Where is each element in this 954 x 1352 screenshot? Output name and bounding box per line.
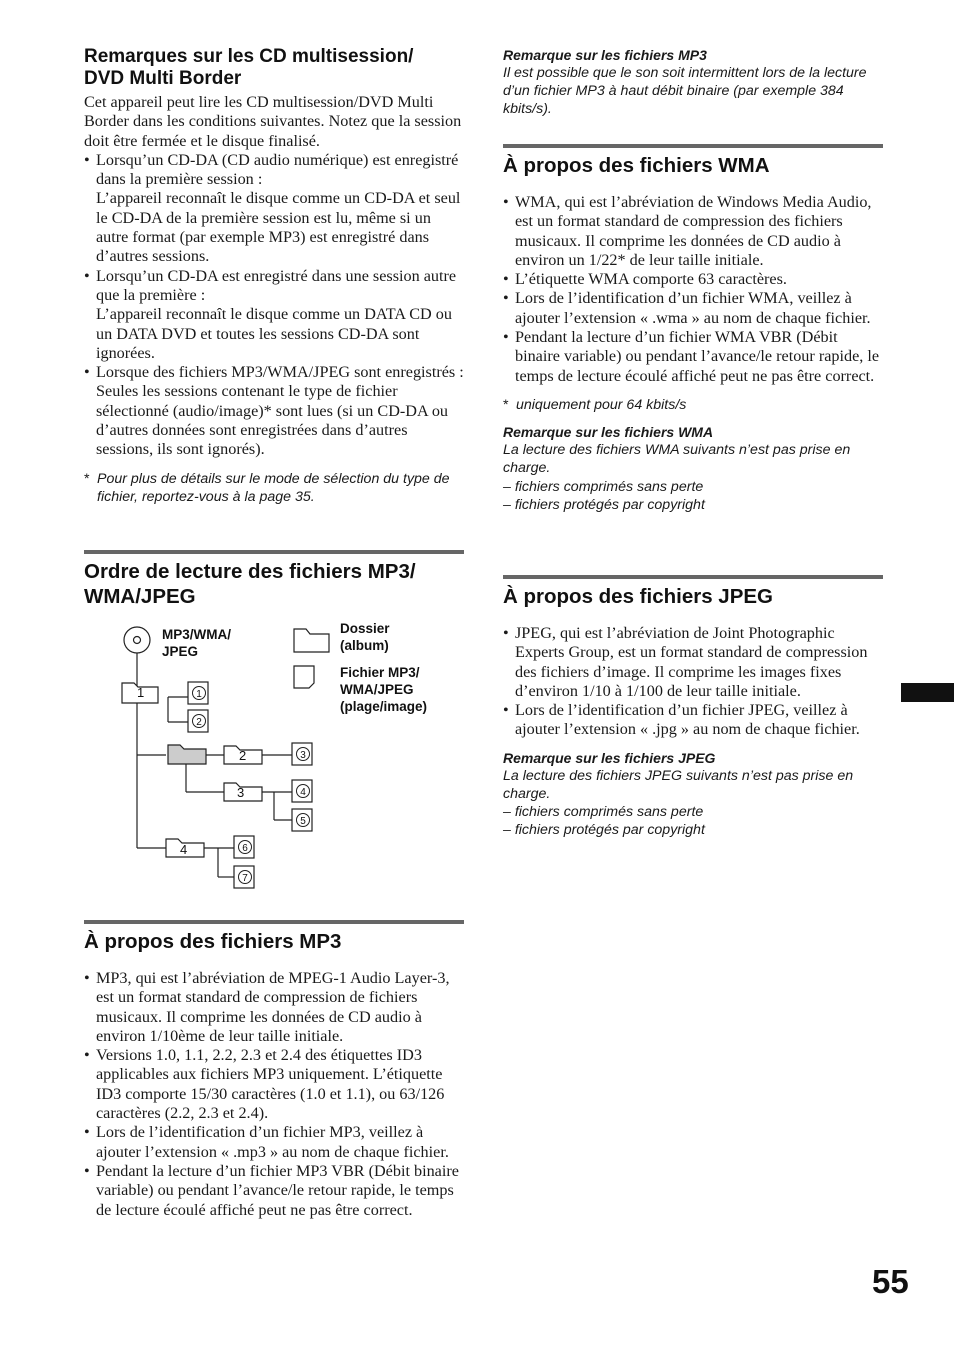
order-title: Ordre de lecture des fichiers MP3/ WMA/JPEG bbox=[84, 550, 464, 609]
svg-text:2: 2 bbox=[239, 748, 247, 763]
multisession-footnote: * Pour plus de détails sur le mode de sélection du type de fichier, reportez-vous à la page 35. bbox=[84, 470, 450, 505]
file-icon bbox=[234, 866, 254, 888]
multisession-section bbox=[84, 46, 464, 506]
multisession-intro: Cet appareil peut lire les CD multisession/DVD Multi Border dans les conditions suivantes. Notez que la session doit être fermée et le disque finalisé. bbox=[84, 93, 462, 150]
list-item: • Lorsque des fichiers MP3/WMA/JPEG sont enregistrés : Seules les sessions contenant le type de fichier sélectionné (audio/image)* sont lues (si un CD-DA ou d’autres données sont enregistrées dans d’autres sessions, ils sont ignorés). bbox=[84, 363, 464, 459]
wma-note-item: – fichiers comprimés sans perte bbox=[503, 478, 704, 495]
file-icon bbox=[292, 743, 312, 765]
svg-text:2: 2 bbox=[196, 717, 202, 728]
wma-title: À propos des fichiers WMA bbox=[503, 144, 883, 178]
wma-note-title: Remarque sur les fichiers WMA bbox=[503, 424, 714, 441]
file-icon bbox=[188, 710, 208, 732]
list-item: • Versions 1.0, 1.1, 2.2, 2.3 et 2.4 des étiquettes ID3 applicables aux fichiers MP3 uniquement. L’étiquette ID3 comporte 15/30 caractères (1.0 et 1.1), ou 63/126 caractères (2.2, 2.3 et 2.4). bbox=[84, 1046, 464, 1123]
list-item: • JPEG, qui est l’abréviation de Joint Photographic Experts Group, est un format standard de compression des fichiers d’image. Il comprime les images fixes d’environ 1/10 à 1/100 de leur taille initiale. bbox=[503, 624, 883, 701]
folder-icon bbox=[224, 746, 262, 764]
disc-label: MP3/WMA/ bbox=[162, 627, 231, 642]
list-item: • L’étiquette WMA comporte 63 caractères. bbox=[503, 270, 883, 289]
mp3-list bbox=[84, 969, 464, 1220]
svg-text:(album): (album) bbox=[340, 638, 389, 653]
svg-text:5: 5 bbox=[300, 816, 306, 827]
order-section bbox=[84, 550, 464, 609]
file-icon bbox=[292, 809, 312, 831]
svg-text:3: 3 bbox=[300, 750, 306, 761]
page-number: 55 bbox=[872, 1263, 909, 1300]
list-item: • Lors de l’identification d’un fichier JPEG, veillez à ajouter l’extension « .jpg » au nom de chaque fichier. bbox=[503, 701, 883, 740]
list-item: • Lorsqu’un CD-DA est enregistré dans une session autre que la première : L’appareil reconnaît le disque comme un DATA CD ou un DATA DVD et toutes les sessions CD-DA sont ignorées. bbox=[84, 267, 464, 363]
folder-icon bbox=[122, 683, 158, 703]
folder-icon bbox=[168, 745, 206, 764]
svg-text:4: 4 bbox=[300, 787, 306, 798]
multisession-list bbox=[84, 151, 464, 460]
svg-text:1: 1 bbox=[137, 685, 145, 700]
wma-note-text: La lecture des fichiers WMA suivants n’est pas prise en charge. bbox=[503, 442, 851, 477]
list-item: • Lors de l’identification d’un fichier WMA, veillez à ajouter l’extension « .wma » au nom de chaque fichier. bbox=[503, 289, 883, 328]
svg-text:Dossier: Dossier bbox=[340, 621, 390, 636]
mp3-note-text: Il est possible que le son soit intermittent lors de la lecture d’un fichier MP3 à haut débit binaire (par exemple 384 kbits/s). bbox=[503, 65, 867, 118]
folder-tree-diagram bbox=[84, 612, 464, 892]
svg-text:WMA/JPEG: WMA/JPEG bbox=[340, 682, 414, 697]
list-item: • WMA, qui est l’abréviation de Windows Media Audio, est un format standard de compression des fichiers musicaux. Il comprime les données de CD audio à environ un 1/22* de leur taille initiale. bbox=[503, 193, 883, 270]
jpeg-title: À propos des fichiers JPEG bbox=[503, 575, 883, 609]
mp3-section bbox=[84, 920, 464, 1220]
svg-text:(plage/image): (plage/image) bbox=[340, 699, 428, 714]
mp3-title: À propos des fichiers MP3 bbox=[84, 920, 464, 954]
disc-icon bbox=[124, 627, 150, 653]
file-icon bbox=[188, 682, 208, 704]
jpeg-note-title: Remarque sur les fichiers JPEG bbox=[503, 749, 716, 766]
folder-icon bbox=[166, 839, 204, 857]
mp3-note-title: Remarque sur les fichiers MP3 bbox=[503, 47, 707, 63]
multisession-title: Remarques sur les CD multisession/ DVD Multi Border bbox=[84, 46, 414, 89]
wma-section bbox=[503, 144, 883, 514]
wma-list bbox=[503, 193, 883, 386]
svg-text:Fichier MP3/: Fichier MP3/ bbox=[340, 665, 420, 680]
svg-text:1: 1 bbox=[196, 689, 202, 700]
list-item: • Lorsqu’un CD-DA (CD audio numérique) est enregistré dans la première session : L’appareil reconnaît le disque comme un CD-DA et seul le CD-DA de la première session est lu, même si un autre format (par exemple MP3) est enregistré dans d’autres sessions. bbox=[84, 151, 464, 267]
legend-folder-icon bbox=[294, 629, 329, 652]
section-tab-marker bbox=[901, 683, 954, 702]
legend-file-icon bbox=[294, 666, 314, 688]
wma-note-item: – fichiers protégés par copyright bbox=[503, 496, 705, 513]
file-icon bbox=[292, 780, 312, 802]
jpeg-note-item: – fichiers protégés par copyright bbox=[503, 822, 705, 839]
jpeg-section bbox=[503, 575, 883, 840]
jpeg-list bbox=[503, 624, 883, 740]
svg-text:4: 4 bbox=[180, 842, 188, 857]
jpeg-note-item: – fichiers comprimés sans perte bbox=[503, 804, 704, 821]
list-item: • MP3, qui est l’abréviation de MPEG-1 Audio Layer-3, est un format standard de compression de fichiers musicaux. Il comprime les données de CD audio à environ 1/10ème de leur taille initiale. bbox=[84, 969, 464, 1046]
mp3-note bbox=[503, 46, 883, 119]
folder-icon bbox=[224, 783, 262, 801]
svg-text:7: 7 bbox=[242, 873, 248, 884]
list-item: • Pendant la lecture d’un fichier WMA VBR (Débit binaire variable) ou pendant l’avance/le retour rapide, le temps de lecture écoulé affiché peut ne pas être correct. bbox=[503, 328, 883, 386]
wma-footnote: * uniquement pour 64 kbits/s bbox=[503, 396, 687, 413]
svg-text:6: 6 bbox=[242, 843, 248, 854]
svg-text:3: 3 bbox=[237, 785, 245, 800]
list-item: • Lors de l’identification d’un fichier MP3, veillez à ajouter l’extension « .mp3 » au nom de chaque fichier. bbox=[84, 1123, 464, 1162]
file-icon bbox=[234, 836, 254, 858]
list-item: • Pendant la lecture d’un fichier MP3 VBR (Débit binaire variable) ou pendant l’avance/le retour rapide, le temps de lecture écoulé affiché peut ne pas être correct. bbox=[84, 1162, 464, 1220]
svg-text:JPEG: JPEG bbox=[162, 644, 199, 659]
jpeg-note-text: La lecture des fichiers JPEG suivants n’est pas prise en charge. bbox=[503, 767, 854, 802]
